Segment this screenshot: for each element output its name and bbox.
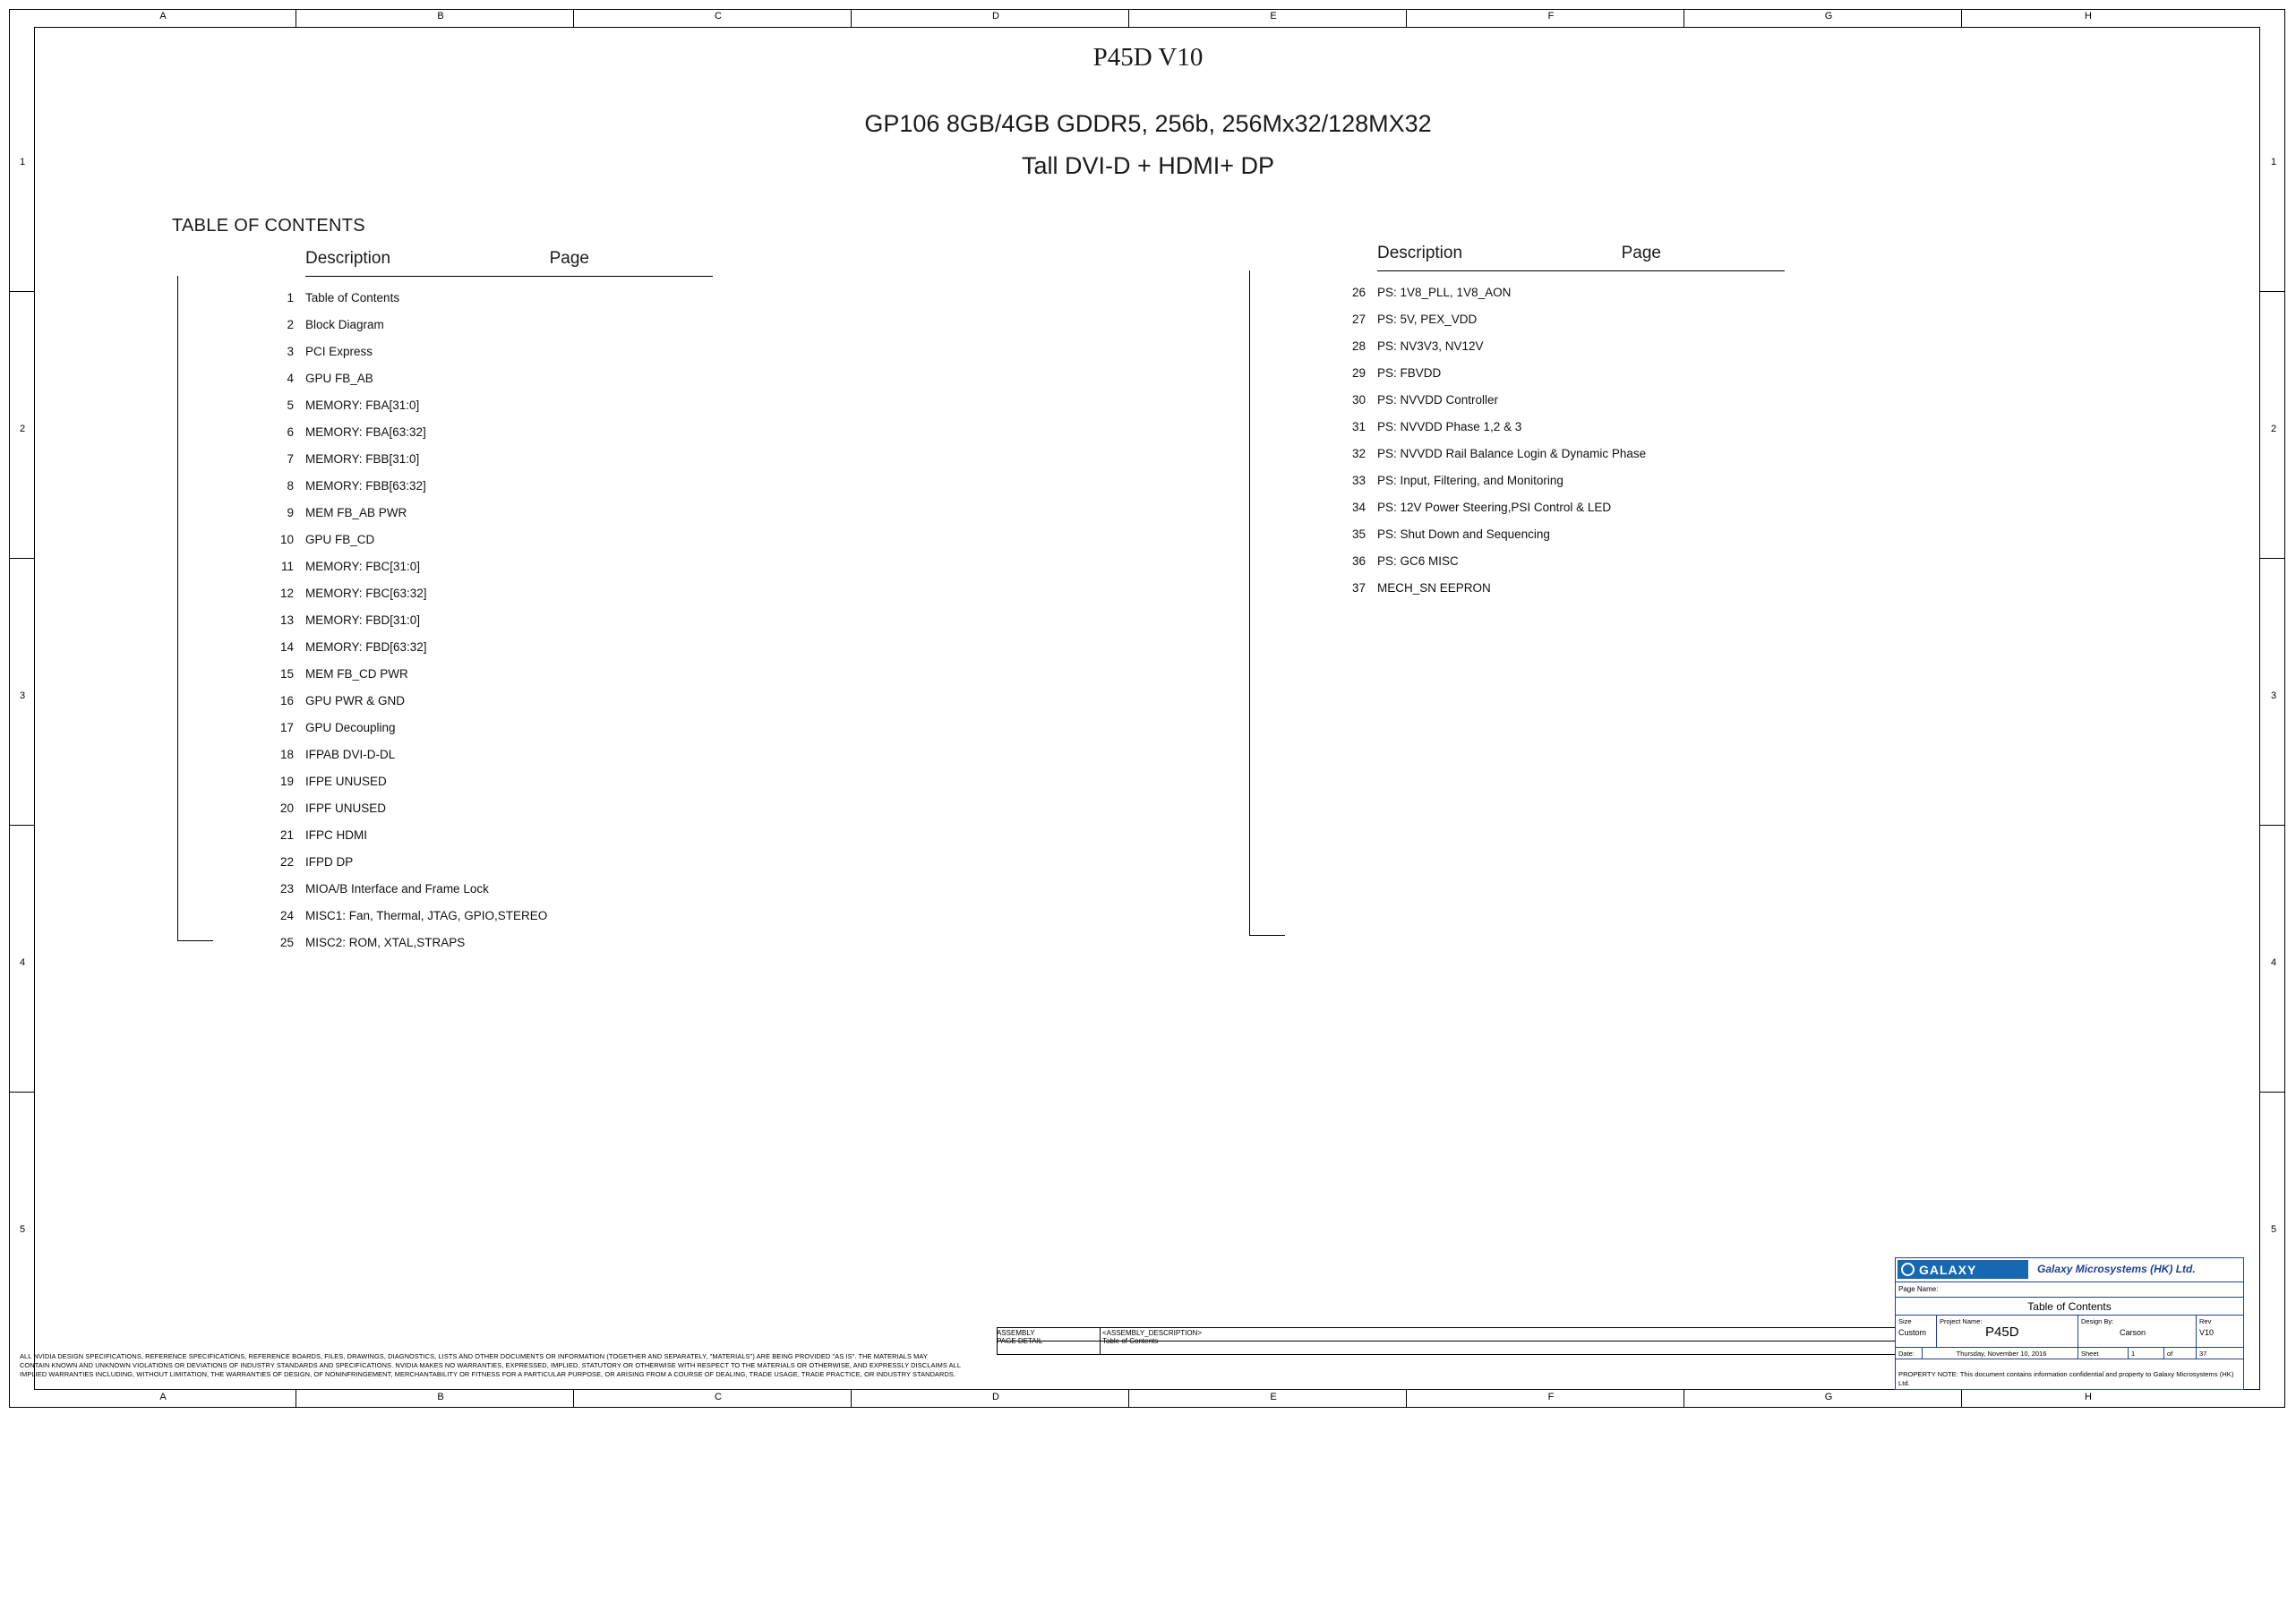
frame-tick [573,9,574,27]
toc-row[interactable] [1249,548,1804,575]
toc-row-description: MEMORY: FBC[63:32] [305,587,427,600]
zone-number-right-4: 4 [2270,957,2277,968]
zone-letter-bottom-d: D [992,1392,999,1402]
toc-row-description: IFPAB DVI-D-DL [305,748,396,761]
designby-value: Carson [2120,1328,2146,1337]
toc-row-page: 20 [279,802,294,815]
toc-row-page: 27 [1351,313,1366,326]
toc-row-page: 25 [279,936,294,949]
toc-row[interactable] [177,473,732,500]
zone-number-left-4: 4 [19,957,26,968]
toc-row-description: PS: Input, Filtering, and Monitoring [1377,474,1564,487]
toc-row-page: 37 [1351,581,1366,595]
frame-tick [9,558,35,559]
toc-row-page: 21 [279,828,294,842]
assembly-label [997,1329,1095,1345]
legal-line-1: ALL NVIDIA DESIGN SPECIFICATIONS, REFERENCE SPECIFICATIONS, REFERENCE BOARDS, FILES, DRAWINGS, DIAGNOSTICS, LISTS AND OTHER DOCUMENTS OR INFORMATION (TOGETHER AND SEPARATELY, "MATERIALS") ARE BEING PROVIDED "AS IS". THE MATERIALS MAY [20,1352,928,1360]
company-name: Galaxy Microsystems (HK) Ltd. [2037,1263,2196,1275]
toc-row-page: 32 [1351,447,1366,460]
title-block-pagename-row [1896,1282,2243,1298]
toc-row-description: PCI Express [305,345,373,358]
toc-row-page: 30 [1351,393,1366,407]
project-cell [1937,1316,2078,1347]
toc-row[interactable] [177,285,732,312]
zone-letter-top-h: H [2085,11,2092,21]
toc-row-page: 6 [287,425,294,439]
assembly-rule-bottom [997,1354,1899,1355]
toc-row-description: PS: NVVDD Rail Balance Login & Dynamic Phase [1377,447,1647,460]
toc-row-page: 34 [1351,501,1366,514]
toc-row-description: MEMORY: FBA[63:32] [305,425,426,439]
toc-row-description: MEMORY: FBD[63:32] [305,640,427,654]
toc-row-page: 11 [280,560,294,573]
toc-row-description: PS: NVVDD Controller [1377,393,1499,407]
zone-letter-bottom-b: B [437,1392,444,1402]
toc-row-description: IFPD DP [305,855,354,869]
toc-row-page: 19 [279,775,294,788]
zone-letter-top-b: B [437,11,444,21]
toc-column-right [1249,244,1822,595]
frame-tick [1683,9,1684,27]
toc-row[interactable] [1249,279,1804,306]
title-block [1895,1257,2244,1390]
size-cell [1896,1316,1937,1347]
toc-row-page: 2 [287,318,294,331]
frame-tick [1128,1390,1129,1408]
frame-tick [2259,1092,2285,1093]
toc-row-description: IFPE UNUSED [305,775,387,788]
sheet-of: of [2164,1348,2197,1359]
zone-letter-bottom-f: F [1547,1392,1555,1402]
rev-cell [2197,1316,2243,1347]
zone-number-left-2: 2 [19,424,26,434]
toc-row[interactable] [1249,441,1804,467]
toc-row[interactable] [1249,575,1804,602]
assembly-vrule-mid [1100,1327,1101,1354]
toc-row-page: 8 [287,479,294,493]
size-label: Size [1898,1317,1912,1325]
toc-row-description: GPU FB_CD [305,533,375,546]
toc-row-page: 1 [287,291,294,304]
toc-right-header-rule [1377,270,1785,271]
galaxy-logo [1898,1260,2028,1279]
frame-tick [851,1390,852,1408]
toc-row[interactable] [177,607,732,634]
title-block-main-grid [1896,1316,2243,1348]
date-value: Thursday, November 10, 2016 [1923,1348,2078,1359]
toc-row[interactable] [177,365,732,392]
zone-number-right-2: 2 [2270,424,2277,434]
rev-value: V10 [2199,1328,2215,1337]
toc-right-bottom-rule [1249,935,1285,936]
zone-letter-bottom-a: A [159,1392,167,1402]
assembly-value-line1: <ASSEMBLY_DESCRIPTION> [1102,1329,1202,1337]
assembly-value-line2: Table of Contents [1102,1337,1159,1345]
toc-row[interactable] [1249,306,1804,333]
toc-row-page: 18 [279,748,294,761]
frame-tick [1128,9,1129,27]
page-name-value: Table of Contents [2027,1300,2112,1313]
toc-row-description: PS: 1V8_PLL, 1V8_AON [1377,286,1512,299]
toc-row-description: Block Diagram [305,318,384,331]
toc-row-page: 22 [279,855,294,869]
toc-left-list [177,285,732,956]
frame-tick [573,1390,574,1408]
toc-row[interactable] [177,822,732,849]
zone-letter-bottom-e: E [1270,1392,1277,1402]
assembly-rule-top [997,1327,1899,1328]
toc-row-page: 35 [1351,527,1366,541]
toc-row-description: MEMORY: FBD[31:0] [305,613,421,627]
toc-row-description: MISC1: Fan, Thermal, JTAG, GPIO,STEREO [305,909,548,922]
toc-row[interactable] [177,849,732,876]
frame-tick [1961,1390,1962,1408]
legal-line-2: CONTAIN KNOWN AND UNKNOWN VIOLATIONS OR DEVIATIONS OF INDUSTRY STANDARDS AND SPECIFICATIONS. NVIDIA MAKES NO WARRANTIES, EXPRESSED, IMPLIED, STATUTORY OR OTHERWISE WITH RESPECT TO THE MATERIALS OR OTHERWISE, AND EXPRESSLY DISCLAIMS ALL [20,1361,962,1369]
page-title: P45D V10 [1092,43,1204,72]
frame-tick [1406,9,1407,27]
toc-column-left [177,249,750,949]
toc-row[interactable] [177,392,732,419]
toc-row-description: MIOA/B Interface and Frame Lock [305,882,489,896]
toc-row-page: 23 [279,882,294,896]
toc-row-description: GPU FB_AB [305,372,373,385]
zone-letter-top-e: E [1270,11,1277,21]
toc-right-list [1249,279,1804,602]
zone-number-left-1: 1 [19,157,26,167]
designby-label: Design By: [2081,1317,2114,1325]
toc-row-page: 14 [279,640,294,654]
toc-row-page: 24 [279,909,294,922]
toc-row[interactable] [177,500,732,527]
assembly-value [1102,1329,1202,1345]
toc-row-description: Table of Contents [305,291,400,304]
zone-number-right-5: 5 [2270,1224,2277,1235]
frame-tick [1961,9,1962,27]
legal-disclaimer [20,1352,1058,1379]
toc-left-header [177,249,750,276]
zone-number-right-1: 1 [2270,157,2277,167]
galaxy-logo-text: GALAXY [1919,1262,1977,1277]
toc-left-desc-header: Description [305,249,391,268]
toc-row-description: MEMORY: FBB[63:32] [305,479,426,493]
sheet-current: 1 [2129,1348,2164,1359]
zone-letter-bottom-g: G [1824,1392,1833,1402]
toc-row[interactable] [1249,467,1804,494]
toc-row[interactable] [177,580,732,607]
zone-letter-top-a: A [159,11,167,21]
zone-letter-top-g: G [1824,11,1833,21]
toc-right-desc-header: Description [1377,244,1463,262]
assembly-label-line2: PAGE DETAIL [997,1337,1043,1345]
toc-row[interactable] [177,553,732,580]
frame-tick [9,291,35,292]
toc-row-description: PS: 12V Power Steering,PSI Control & LED [1377,501,1612,514]
toc-row-page: 13 [279,613,294,627]
toc-row[interactable] [177,527,732,553]
toc-row[interactable] [177,634,732,661]
toc-row-description: MEMORY: FBB[31:0] [305,452,420,466]
title-block-logo-row [1896,1258,2243,1282]
toc-row-page: 29 [1351,366,1366,380]
toc-row[interactable] [177,446,732,473]
toc-row-page: 4 [287,372,294,385]
toc-row[interactable] [177,715,732,741]
toc-left-page-header: Page [549,249,589,268]
toc-row-description: PS: NV3V3, NV12V [1377,339,1484,353]
page-subtitle-line2: Tall DVI-D + HDMI+ DP [1021,152,1275,179]
toc-row-description: MECH_SN EEPRON [1377,581,1491,595]
toc-row-description: MEM FB_CD PWR [305,667,408,681]
toc-row[interactable] [1249,414,1804,441]
toc-row-description: MISC2: ROM, XTAL,STRAPS [305,936,466,949]
toc-row-page: 26 [1351,286,1366,299]
toc-heading: TABLE OF CONTENTS [172,216,365,236]
legal-line-3: IMPLIED WARRANTIES INCLUDING, WITHOUT LIMITATION, THE WARRANTIES OF DESIGN, OF NONINFRINGEMENT, MERCHANTABILITY OR FITNESS FOR A PARTICULAR PURPOSE, OR ARISING FROM A COURSE OF DEALING, TRADE USAGE, TRADE PRACTICE, OR INDUSTRY STANDARDS. [20,1370,956,1378]
toc-row-description: IFPC HDMI [305,828,367,842]
frame-tick [2259,825,2285,826]
project-label: Project Name: [1940,1317,1983,1325]
toc-row-page: 3 [287,345,294,358]
zone-letter-bottom-h: H [2085,1392,2092,1402]
property-note: PROPERTY NOTE: This document contains information confidential and property to Galaxy Microsystems (HK) Ltd. [1898,1370,2234,1387]
toc-row-description: IFPF UNUSED [305,802,387,815]
toc-left-header-rule [305,276,713,277]
toc-right-header [1249,244,1822,270]
toc-row-description: PS: GC6 MISC [1377,554,1459,568]
toc-row-page: 16 [279,694,294,707]
toc-row[interactable] [177,661,732,688]
toc-row[interactable] [177,688,732,715]
sheet-total: 37 [2199,1350,2207,1358]
toc-row[interactable] [177,903,732,930]
zone-number-right-3: 3 [2270,690,2277,701]
toc-row-description: MEMORY: FBA[31:0] [305,399,420,412]
toc-row-page: 36 [1351,554,1366,568]
designby-cell [2078,1316,2197,1347]
toc-row-description: PS: 5V, PEX_VDD [1377,313,1478,326]
toc-row-page: 5 [287,399,294,412]
toc-row-description: PS: FBVDD [1377,366,1442,380]
zone-letter-top-c: C [715,11,722,21]
size-value: Custom [1898,1328,1927,1337]
toc-row-description: PS: NVVDD Phase 1,2 & 3 [1377,420,1522,433]
title-block-title-row [1896,1298,2243,1316]
rev-label: Rev [2199,1317,2212,1325]
toc-row[interactable] [177,876,732,903]
page-subtitle-line1: GP106 8GB/4GB GDDR5, 256b, 256Mx32/128MX32 [864,110,1432,137]
frame-tick [851,9,852,27]
toc-row[interactable] [1249,494,1804,521]
toc-row[interactable] [177,768,732,795]
frame-tick [9,825,35,826]
toc-row[interactable] [1249,333,1804,360]
toc-row[interactable] [177,741,732,768]
zone-number-left-3: 3 [19,690,26,701]
toc-row-page: 17 [279,721,294,734]
frame-tick [1406,1390,1407,1408]
toc-row[interactable] [177,419,732,446]
toc-row-page: 28 [1351,339,1366,353]
zone-letter-bottom-c: C [715,1392,722,1402]
toc-row-page: 33 [1351,474,1366,487]
toc-row[interactable] [177,339,732,365]
toc-row-description: GPU PWR & GND [305,694,406,707]
toc-row[interactable] [1249,387,1804,414]
title-block-date-row [1896,1348,2243,1359]
frame-tick [2259,558,2285,559]
toc-row-description: GPU Decoupling [305,721,396,734]
zone-letter-top-d: D [992,11,999,21]
toc-row[interactable] [177,930,732,956]
toc-row-description: PS: Shut Down and Sequencing [1377,527,1550,541]
date-label: Date: [1896,1348,1923,1359]
project-value: P45D [1985,1324,2019,1340]
page-name-label: Page Name: [1898,1285,1939,1293]
toc-row-page: 9 [287,506,294,519]
toc-row-page: 7 [287,452,294,466]
frame-tick [1683,1390,1684,1408]
toc-row-page: 15 [279,667,294,681]
toc-row-page: 10 [279,533,294,546]
frame-tick [2259,291,2285,292]
toc-row-page: 31 [1351,420,1366,433]
assembly-label-line1: ASSEMBLY [997,1329,1035,1337]
toc-row-description: MEMORY: FBC[31:0] [305,560,421,573]
galaxy-ring-icon [1901,1263,1915,1276]
toc-row[interactable] [177,795,732,822]
toc-row-description: MEM FB_AB PWR [305,506,407,519]
zone-number-left-5: 5 [19,1224,26,1235]
sheet-label: Sheet [2078,1348,2129,1359]
zone-letter-top-f: F [1547,11,1555,21]
toc-row-page: 12 [279,587,294,600]
toc-right-page-header: Page [1621,244,1661,262]
toc-row[interactable] [1249,521,1804,548]
frame-tick [9,1092,35,1093]
toc-row[interactable] [1249,360,1804,387]
toc-row[interactable] [177,312,732,339]
